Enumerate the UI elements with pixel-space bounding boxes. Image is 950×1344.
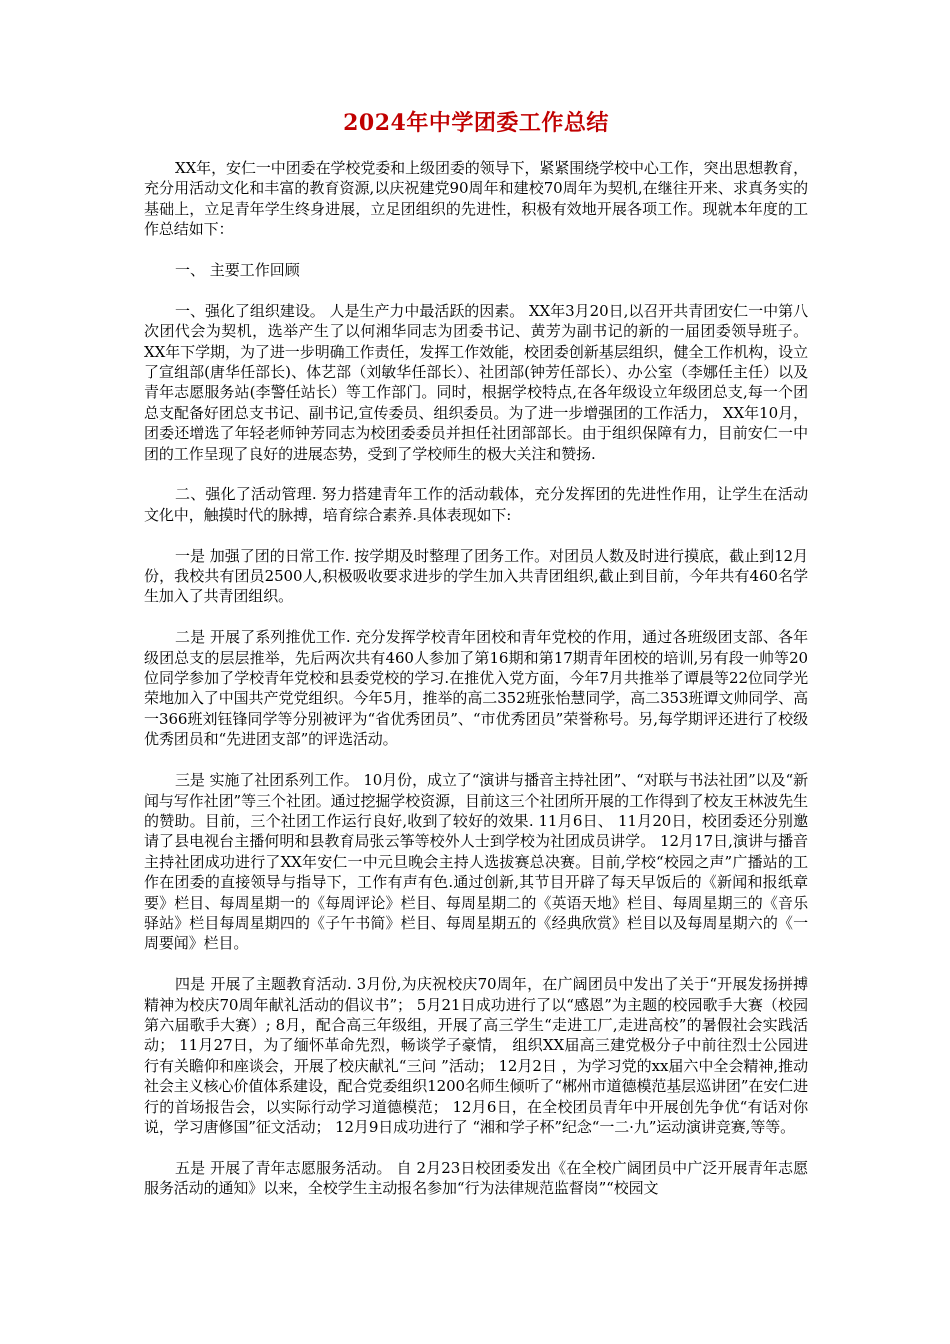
paragraph-theme-education: 四是 开展了主题教育活动. 3月份,为庆祝校庆70周年，在广阔团员中发出了关于“开展发扬拼搏精神为校庆70周年献礼活动的倡议书”； 5月21日成功进行了以“感恩”为主题的校园歌手大赛（校园第六届歌手大赛）; 8月，配合高三年级组，开展了高三学生“走进工厂,走进高校”的暑假社会实践活动； 11月27日，为了缅怀革命先烈，畅谈学子豪情， 组织XX届高三建党极分子中前往烈士公园进行有关瞻仰和座谈会，开展了校庆献礼“三问 ”活动； 12月2日 ，为学习党的xx届六中全会精神,推动社会主义核心价值体系建设，配合党委组织1200名师生倾听了“郴州市道德模范基层巡讲团”在安仁进行的首场报告会，以实际行动学习道德模范； 12月6日，在全校团员青年中开展创先争优“有话对你说，学习唐修国”征文活动； 12月9日成功进行了 “湘和学子杯”纪念“一二·九”运动演讲竞赛,等等。 bbox=[144, 975, 808, 1136]
paragraph-daily-work: 一是 加强了团的日常工作. 按学期及时整理了团务工作。对团员人数及时进行摸底，截止到12月份，我校共有团员2500人,积极吸收要求进步的学生加入共青团组织,截止到目前，今年共有460名学生加入了共青团组织。 bbox=[144, 546, 808, 606]
intro-paragraph: XX年，安仁一中团委在学校党委和上级团委的领导下，紧紧围绕学校中心工作，突出思想教育，充分用活动文化和丰富的教育资源,以庆祝建党90周年和建校70周年为契机,在继往开来、求真务实的基础上，立足青年学生终身进展，立足团组织的先进性，积极有效地开展各项工作。现就本年度的工作总结如下： bbox=[144, 159, 808, 239]
paragraph-clubs: 三是 实施了社团系列工作。 10月份，成立了“演讲与播音主持社团”、“对联与书法社团”以及“新闻与写作社团”等三个社团。通过挖掘学校资源，目前这三个社团所开展的工作得到了校友王林波先生的赞助。目前，三个社团工作运行良好,收到了较好的效果. 11月6日、 11月20日，校团委还分别邀请了县电视台主播何明和县教育局张云筝等校外人士到学校为社团成员讲学。 12月17日,演讲与播音主持社团成功进行了XX年安仁一中元旦晚会主持人选拔赛总决赛。目前,学校“校园之声”广播站的工作在团委的直接领导与指导下，工作有声有色.通过创新,其节目开辟了每天早饭后的《新闻和报纸章要》栏目、每周星期一的《每周评论》栏目、每周星期二的《英语天地》栏目、每周星期三的《音乐驿站》栏目每周星期四的《子午书简》栏目、每周星期五的《经典欣赏》栏目以及每周星期六的《一周要闻》栏目。 bbox=[144, 771, 808, 953]
document-title: 2024年中学团委工作总结 bbox=[343, 110, 609, 136]
section-heading: 一、 主要工作回顾 bbox=[175, 261, 300, 280]
paragraph-recommendation: 二是 开展了系列推优工作. 充分发挥学校青年团校和青年党校的作用，通过各班级团支部、各年级团总支的层层推举，先后两次共有460人参加了第16期和第17期青年团校的培训,另有段一帅等20位同学参加了学校青年党校和县委党校的学习.在推优入党方面，今年7月共推举了谭晨等22位同学光荣地加入了中国共产党党组织。今年5月，推举的高二352班张怡慧同学，高二353班谭文帅同学、高一366班刘钰锋同学等分别被评为“省优秀团员”、“市优秀团员”荣誉称号。另,每学期评还进行了校级优秀团员和“先进团支部”的评选活动。 bbox=[144, 628, 808, 749]
document-page bbox=[144, 108, 808, 1219]
paragraph-volunteer: 五是 开展了青年志愿服务活动。 自 2月23日校团委发出《在全校广阔团员中广泛开展青年志愿服务活动的通知》以来，全校学生主动报名参加“行为法律规范监督岗”“校园文 bbox=[144, 1158, 808, 1198]
paragraph-activity-management: 二、强化了活动管理. 努力搭建青年工作的活动载体，充分发挥团的先进性作用，让学生在活动文化中，触摸时代的脉搏，培育综合素养.具体表现如下: bbox=[144, 485, 808, 524]
paragraph-organization: 一、强化了组织建设。 人是生产力中最活跃的因素。 XX年3月20日,以召开共青团安仁一中第八次团代会为契机，选举产生了以何湘华同志为团委书记、黄芳为副书记的新的一届团委领导班子。 XX年下学期，为了进一步明确工作责任，发挥工作效能，校团委创新基层组织，健全工作机构，设立了宣组部(唐华任部长)、体艺部（刘敏华任部长）、社团部(钟芳任部长）、办公室（李娜任主任）以及青年志愿服务站(李警任站长）等工作部门。同时，根据学校特点,在各年级设立年级团总支,每一个团总支配备好团总支书记、副书记,宣传委员、组织委员。为了进一步增强团的工作活力， XX年10月，团委还增选了年轻老师钟芳同志为校团委委员并担任社团部部长。由于组织保障有力，目前安仁一中团的工作呈现了良好的进展态势，受到了学校师生的极大关注和赞扬. bbox=[144, 301, 808, 463]
